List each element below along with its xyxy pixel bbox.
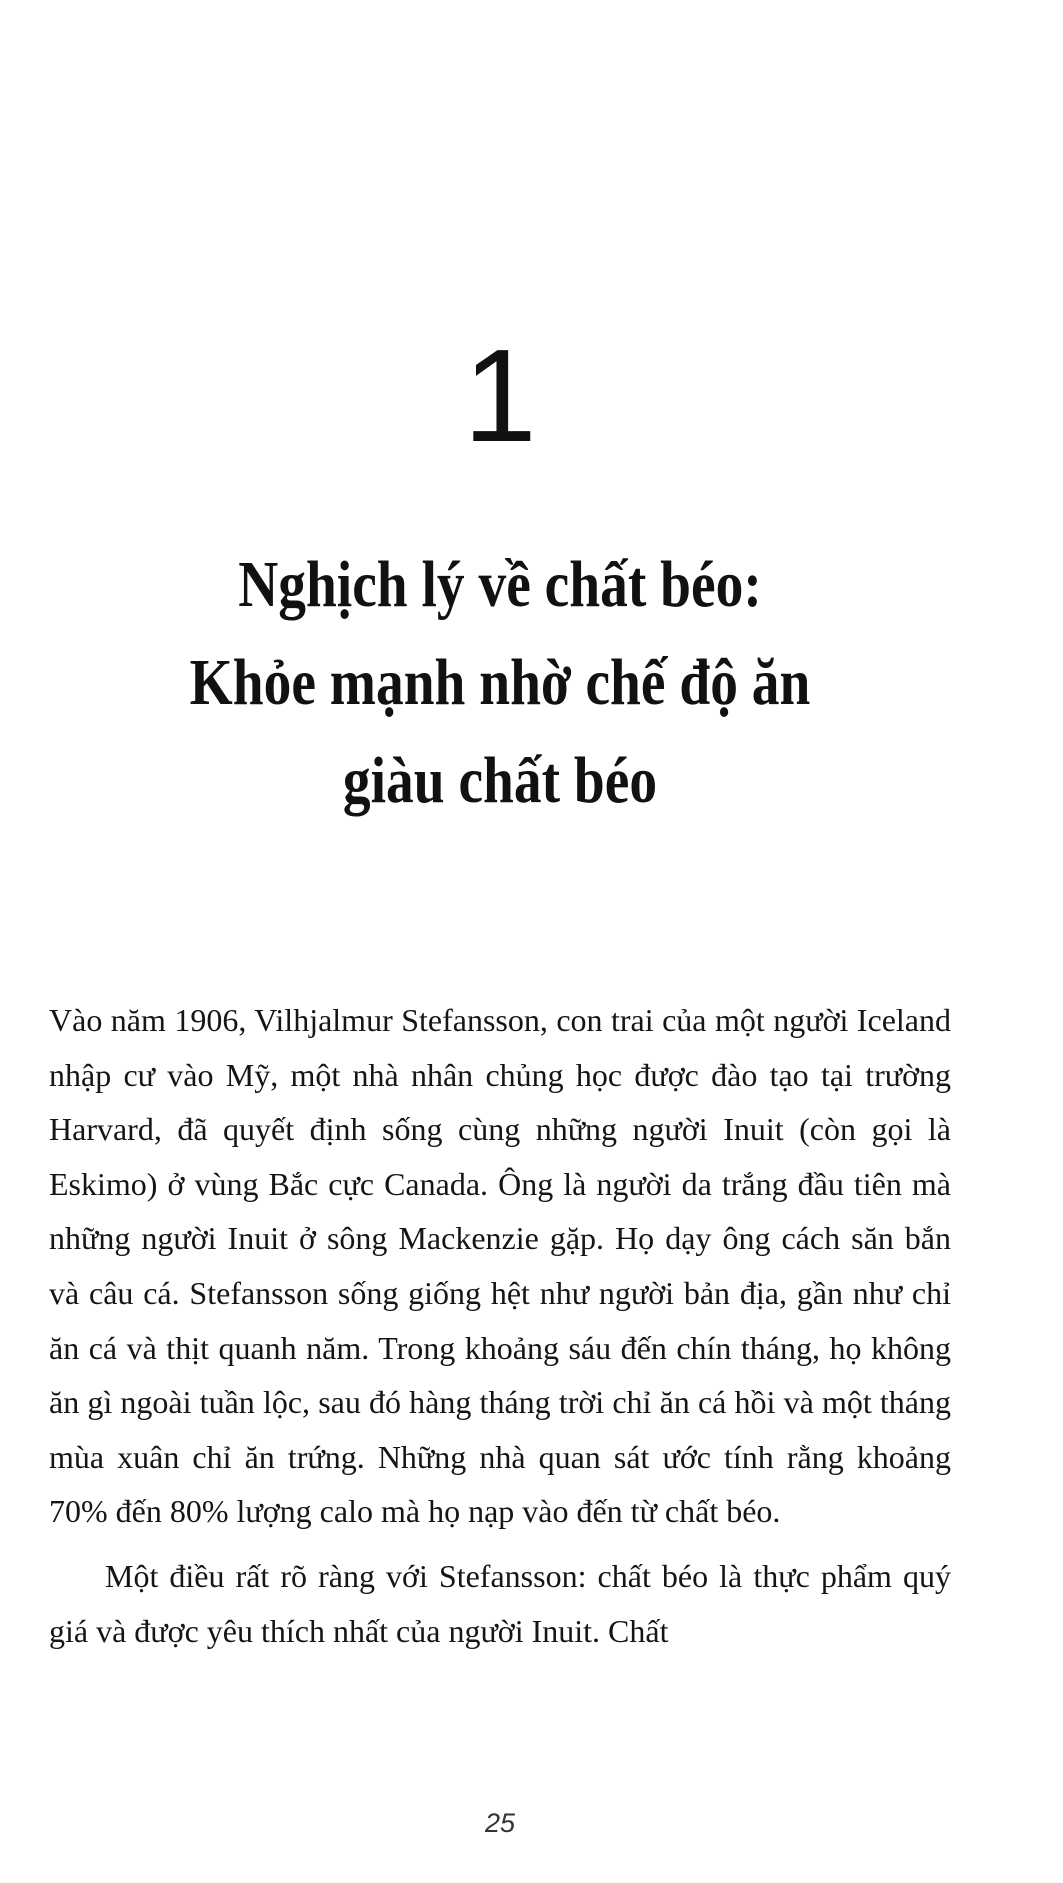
chapter-title-line: Nghịch lý về chất béo:	[238, 548, 762, 621]
chapter-title-line: Khỏe mạnh nhờ chế độ ăn	[189, 646, 811, 719]
chapter-title	[164, 536, 836, 830]
body-text	[49, 993, 951, 1658]
page-number: 25	[484, 1808, 516, 1838]
body-paragraph: Vào năm 1906, Vilhjalmur Stefansson, con trai của một người Iceland nhập cư vào Mỹ, một nhà nhân chủng học được đào tạo tại trường Harvard, đã quyết định sống cùng những người Inuit (còn gọi là Eskimo) ở vùng Bắc cực Canada. Ông là người da trắng đầu tiên mà những người Inuit ở sông Mackenzie gặp. Họ dạy ông cách săn bắn và câu cá. Stefansson sống giống hệt như người bản địa, gần như chỉ ăn cá và thịt quanh năm. Trong khoảng sáu đến chín tháng, họ không ăn gì ngoài tuần lộc, sau đó hàng tháng trời chỉ ăn cá hồi và một tháng mùa xuân chỉ ăn trứng. Những nhà quan sát ước tính rằng khoảng 70% đến 80% lượng calo mà họ nạp vào đến từ chất béo.	[49, 1002, 951, 1530]
body-paragraph: Một điều rất rõ ràng với Stefansson: chất béo là thực phẩm quý giá và được yêu thích nhất của người Inuit. Chất	[49, 1557, 951, 1649]
chapter-number: 1	[463, 322, 537, 469]
chapter-title-line: giàu chất béo	[342, 744, 658, 817]
